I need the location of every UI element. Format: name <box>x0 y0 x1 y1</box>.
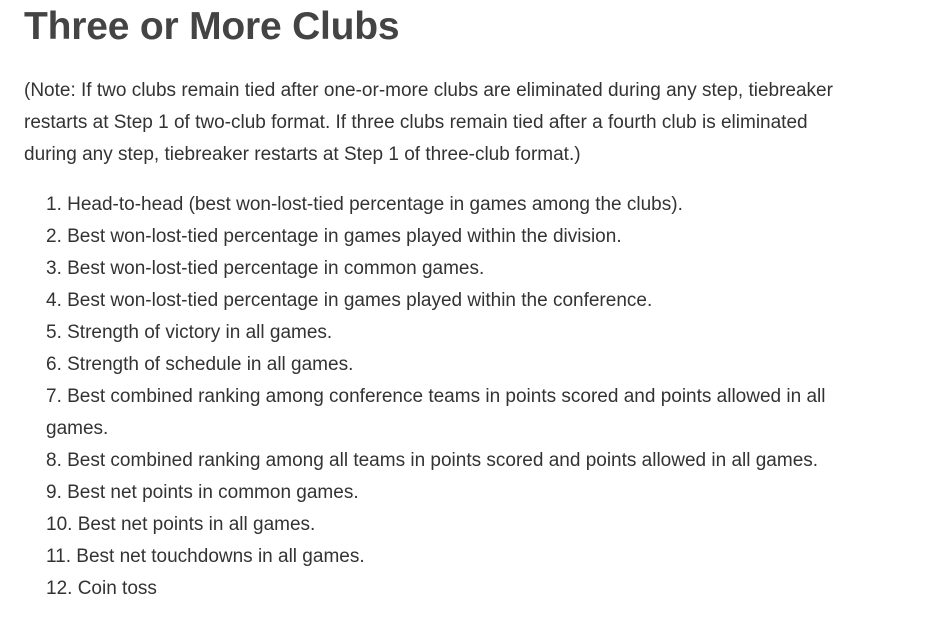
tiebreaker-step: 4. Best won-lost-tied percentage in games played within the conference. <box>46 290 653 311</box>
tiebreaker-step: 10. Best net points in all games. <box>46 514 316 535</box>
tiebreaker-step: 9. Best net points in common games. <box>46 482 359 503</box>
tiebreaker-step: 6. Strength of schedule in all games. <box>46 354 354 375</box>
tiebreaker-steps-list <box>46 189 826 605</box>
tiebreaker-step: 5. Strength of victory in all games. <box>46 322 333 343</box>
tiebreaker-note: (Note: If two clubs remain tied after one-or-more clubs are eliminated during any step, tiebreaker restarts at Step 1 of two-club format. If three clubs remain tied after a fourth club is eliminated during any step, tiebreaker restarts at Step 1 of three-club format.) <box>24 80 833 165</box>
tiebreaker-step: 11. Best net touchdowns in all games. <box>46 546 365 567</box>
tiebreaker-step: 7. Best combined ranking among conference teams in points scored and points allowed in all games. <box>46 386 826 439</box>
tiebreaker-step: 1. Head-to-head (best won-lost-tied percentage in games among the clubs). <box>46 194 683 215</box>
tiebreaker-step: 8. Best combined ranking among all teams in points scored and points allowed in all games. <box>46 450 819 471</box>
tiebreaker-step: 12. Coin toss <box>46 578 157 599</box>
page-title: Three or More Clubs <box>24 5 400 48</box>
tiebreaker-step: 2. Best won-lost-tied percentage in games played within the division. <box>46 226 622 247</box>
tiebreaker-step: 3. Best won-lost-tied percentage in common games. <box>46 258 485 279</box>
